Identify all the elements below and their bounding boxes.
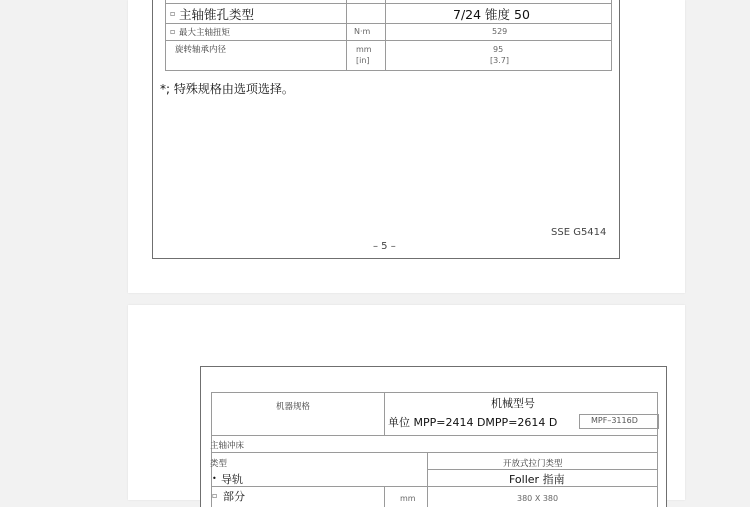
guide-value: Foller 指南	[509, 473, 565, 486]
table-line	[165, 23, 611, 24]
bullet: ▫	[170, 27, 176, 36]
row-label-spindle-taper: 主轴锥孔类型	[179, 7, 255, 22]
part-value: 380 X 380	[517, 494, 559, 503]
table-line	[211, 486, 657, 487]
guide-label: 导轨	[221, 473, 243, 486]
row-unit2-bearing-diameter: [in]	[356, 56, 370, 65]
table-line	[384, 392, 385, 436]
row-label-bearing-diameter: 旋转轴承内径	[175, 45, 227, 55]
model-line: 单位 MPP=2414 DMPP=2614 D	[388, 416, 558, 429]
table-line	[211, 452, 657, 453]
header-machine-spec: 机器规格	[276, 402, 311, 412]
row-label-max-torque: 最大主轴扭矩	[179, 28, 231, 38]
type-value: 开放式拉门类型	[503, 459, 563, 469]
table-line	[346, 0, 347, 71]
type-label: 类型	[210, 459, 228, 469]
table-line	[211, 392, 657, 393]
part-unit: mm	[400, 494, 416, 503]
table-line	[384, 486, 385, 507]
scanned-page-2	[200, 366, 667, 507]
table-line	[611, 0, 612, 71]
header-machine-model: 机械型号	[491, 397, 535, 410]
page-number: – 5 –	[373, 241, 396, 252]
row-value-spindle-taper: 7/24 锥度 50	[453, 7, 530, 22]
footnote: *; 特殊规格由选项选择。	[160, 82, 294, 96]
bullet: ▫	[212, 491, 218, 500]
table-line	[165, 3, 611, 4]
part-label: 部分	[223, 490, 245, 503]
table-line	[211, 435, 657, 436]
row-unit-max-torque: N·m	[354, 27, 371, 36]
section-spindle-punch: 主轴冲床	[210, 441, 245, 451]
table-line	[657, 392, 658, 507]
table-line	[165, 70, 611, 71]
table-line	[165, 0, 166, 71]
scanned-page-1	[152, 0, 620, 259]
row-value2-bearing-diameter: [3.7]	[490, 56, 509, 65]
row-unit-bearing-diameter: mm	[356, 45, 372, 54]
row-value-bearing-diameter: 95	[493, 45, 504, 54]
table-line	[165, 40, 611, 41]
row-value-max-torque: 529	[492, 27, 508, 36]
table-line	[427, 469, 657, 470]
document-code: SSE G5414	[551, 227, 607, 238]
document-page-1	[128, 0, 685, 293]
bullet: ▫	[170, 9, 176, 18]
table-line	[385, 0, 386, 71]
bullet: •	[212, 474, 217, 483]
table-line	[427, 452, 428, 507]
document-page-2	[128, 305, 685, 503]
model-code: MPF–3116D	[591, 416, 638, 425]
